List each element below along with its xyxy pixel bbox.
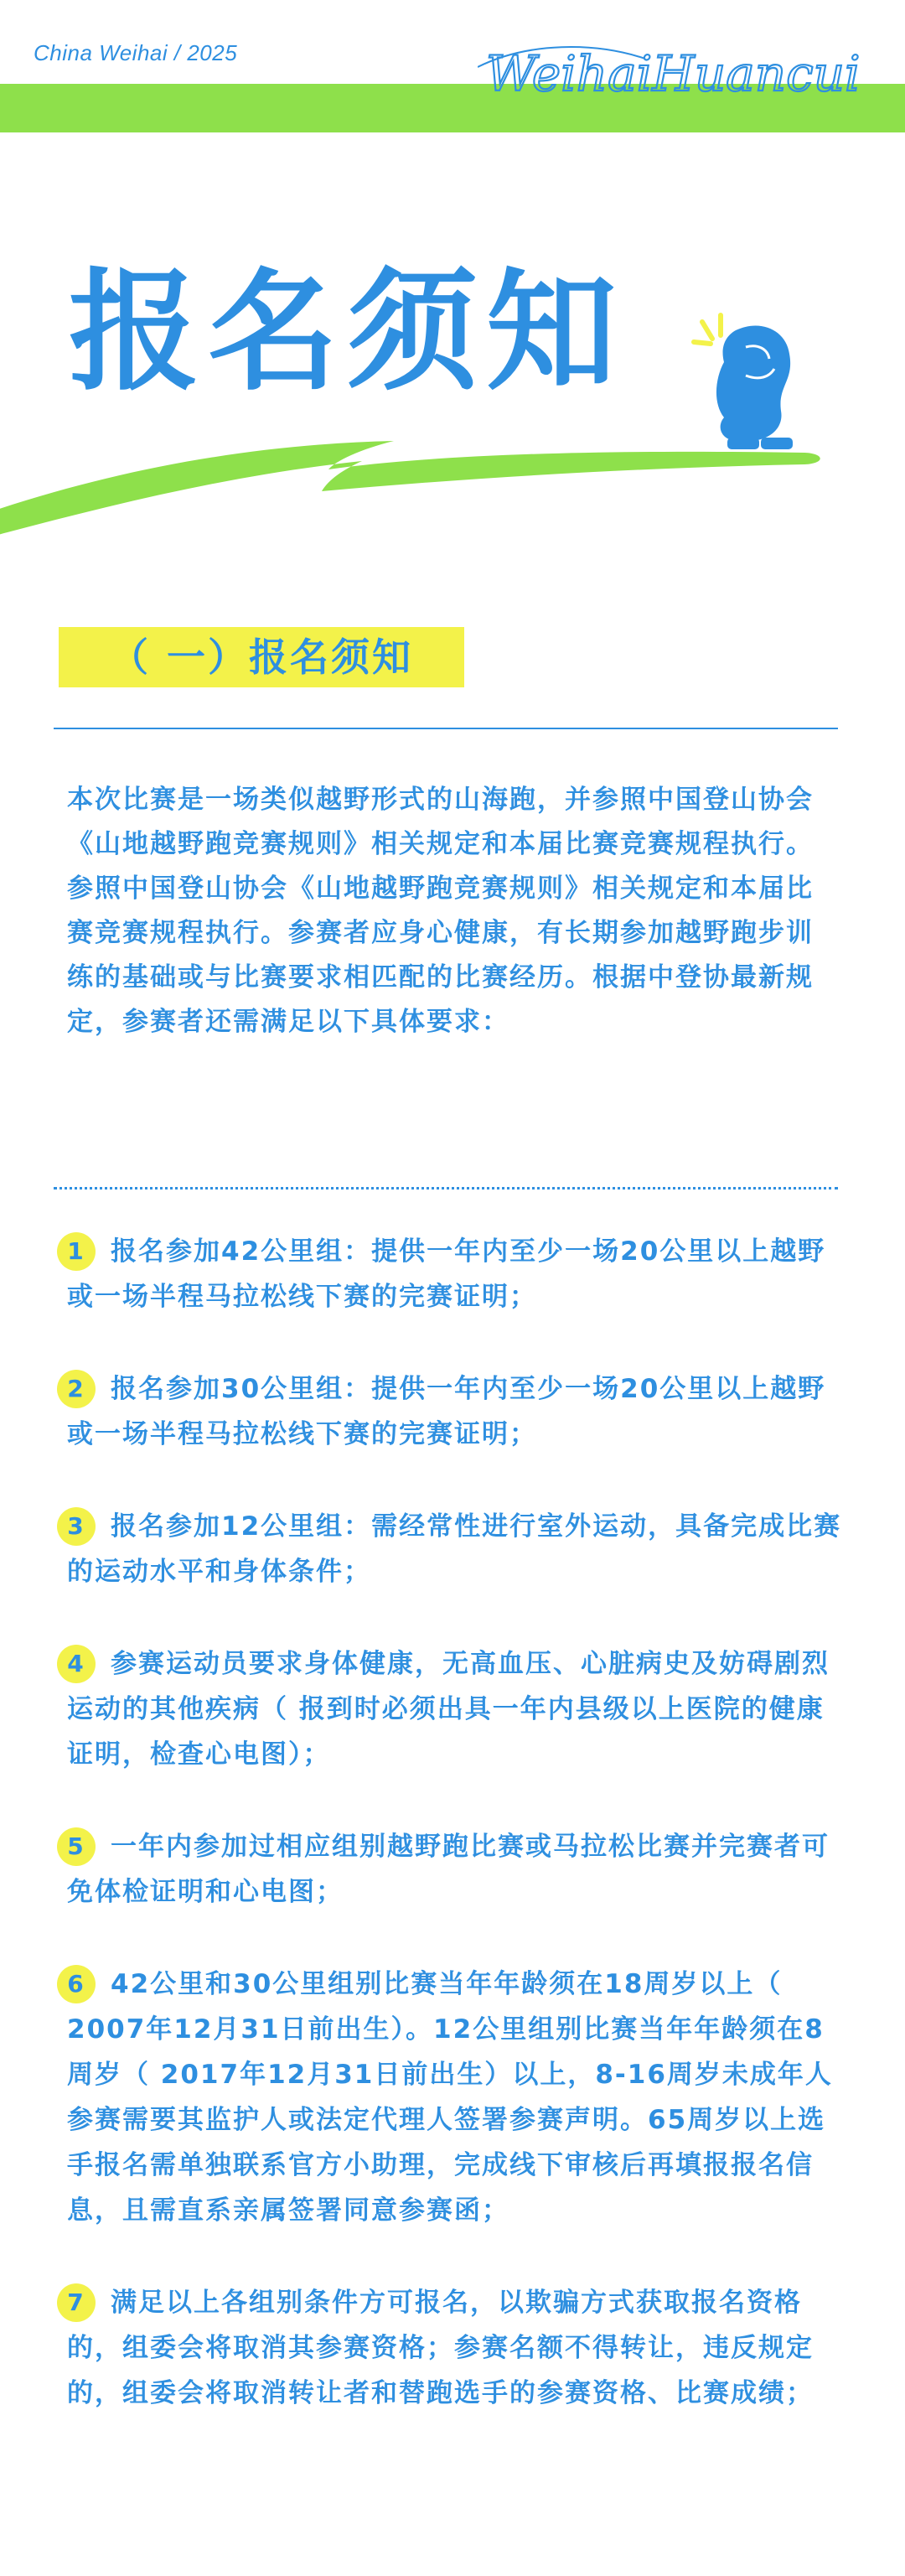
list-item (67, 1504, 846, 1594)
list-item (67, 2280, 846, 2416)
brand-left-label: China Weihai / 2025 (34, 40, 238, 65)
brand-script-logo (478, 34, 897, 109)
list-item (67, 1962, 846, 2233)
green-brush-stroke (0, 411, 905, 553)
list-item (67, 1824, 846, 1915)
item-number-badge: 3 (57, 1507, 96, 1546)
intro-text (67, 778, 838, 1044)
intro-paragraph: 参照中国登山协会《山地越野跑竞赛规则》相关规定和本届比赛竞赛规程执行。参赛者应身心健康，有长期参加越野跑步训练的基础或与比赛要求相匹配的比赛经历。根据中登协最新规定，参赛者还需满足以下具体要求： (67, 873, 814, 1037)
item-text: 一年内参加过相应组别越野跑比赛或马拉松比赛并完赛者可免体检证明和心电图； (67, 1832, 830, 1907)
item-text: 42公里和30公里组别比赛当年年龄须在18周岁以上（ 2007年12月31日前出生）。12公里组别比赛当年年龄须在8周岁（ 2017年12月31日前出生）以上，8-16周岁未成年人参赛需要其监护人或法定代理人签署参赛声明。65周岁以上选手报名需单独联系官方小助理，完成线下审核后再填报报名信息，且需直系亲属签署同意参赛函； (67, 1969, 833, 2226)
page-title: 报名须知 (69, 256, 625, 408)
item-number-badge: 4 (57, 1645, 96, 1683)
dotted-divider (54, 1187, 838, 1190)
item-text: 报名参加30公里组：提供一年内至少一场20公里以上越野或一场半程马拉松线下赛的完赛证明； (67, 1374, 826, 1449)
item-text: 参赛运动员要求身体健康，无高血压、心脏病史及妨碍剧烈运动的其他疾病（ 报到时必须出具一年内县级以上医院的健康证明，检查心电图）； (67, 1649, 830, 1770)
list-item (67, 1366, 846, 1457)
intro-paragraph: 本次比赛是一场类似越野形式的山海跑，并参照中国登山协会《山地越野跑竞赛规则》相关规定和本届比赛竞赛规程执行。 (67, 785, 814, 859)
list-item (67, 1229, 846, 1319)
item-number-badge: 6 (57, 1965, 96, 2003)
item-text: 报名参加42公里组：提供一年内至少一场20公里以上越野或一场半程马拉松线下赛的完赛证明； (67, 1236, 826, 1312)
list-item (67, 1641, 846, 1777)
item-number-badge: 1 (57, 1232, 96, 1271)
requirements-list (67, 1229, 846, 2463)
solid-divider (54, 728, 838, 729)
brand-script-text: WeihaiHuancui (486, 45, 861, 102)
item-text: 报名参加12公里组：需经常性进行室外运动，具备完成比赛的运动水平和身体条件； (67, 1511, 842, 1587)
item-number-badge: 2 (57, 1370, 96, 1408)
section-heading-box (59, 627, 464, 687)
item-text: 满足以上各组别条件方可报名，以欺骗方式获取报名资格的，组委会将取消其参赛资格；参赛名额不得转让，违反规定的，组委会将取消转让者和替跑选手的参赛资格、比赛成绩； (67, 2288, 814, 2408)
item-number-badge: 7 (57, 2283, 96, 2322)
item-number-badge: 5 (57, 1827, 96, 1866)
section-heading: （ 一）报名须知 (109, 635, 413, 680)
